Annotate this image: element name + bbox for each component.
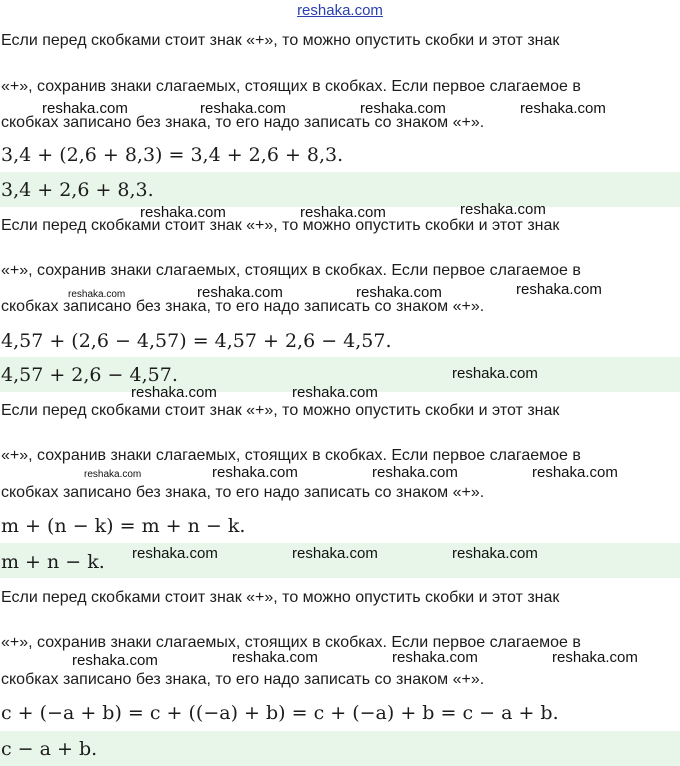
rule-line: скобках записано без знака, то его надо записать со знаком «+».: [1, 298, 485, 315]
rule-line: Если перед скобками стоит знак «+», то можно опустить скобки и этот знак: [1, 589, 560, 606]
rule-line: скобках записано без знака, то его надо записать со знаком «+».: [1, 671, 485, 688]
answer-expression: m + n − k.: [1, 551, 105, 573]
rule-line: «+», сохранив знаки слагаемых, стоящих в скобках. Если первое слагаемое в: [1, 78, 581, 95]
watermark: reshaka.com: [232, 649, 318, 666]
watermark: reshaka.com: [42, 100, 128, 117]
work-expression: 4,57 + (2,6 − 4,57) = 4,57 + 2,6 − 4,57.: [1, 330, 392, 352]
rule-line: Если перед скобками стоит знак «+», то можно опустить скобки и этот знак: [1, 32, 560, 49]
watermark: reshaka.com: [516, 281, 602, 298]
watermark: reshaka.com: [356, 284, 442, 301]
rule-line: «+», сохранив знаки слагаемых, стоящих в скобках. Если первое слагаемое в: [1, 262, 581, 279]
watermark: reshaka.com: [392, 649, 478, 666]
watermark: reshaka.com: [532, 464, 618, 481]
watermark: reshaka.com: [131, 384, 217, 401]
watermark: reshaka.com: [372, 464, 458, 481]
watermark: reshaka.com: [197, 284, 283, 301]
watermark: reshaka.com: [300, 204, 386, 221]
answer-band: [0, 731, 680, 766]
watermark: reshaka.com: [200, 100, 286, 117]
watermark: reshaka.com: [212, 464, 298, 481]
answer-expression: c − a + b.: [1, 738, 98, 760]
work-expression: c + (−a + b) = c + ((−a) + b) = c + (−a) + b = c − a + b.: [1, 702, 559, 724]
watermark: reshaka.com: [68, 289, 126, 300]
site-header-link[interactable]: reshaka.com: [297, 2, 383, 19]
watermark: reshaka.com: [452, 545, 538, 562]
watermark: reshaka.com: [460, 201, 546, 218]
work-expression: 3,4 + (2,6 + 8,3) = 3,4 + 2,6 + 8,3.: [1, 144, 344, 166]
rule-line: скобках записано без знака, то его надо записать со знаком «+».: [1, 114, 485, 131]
work-expression: m + (n − k) = m + n − k.: [1, 515, 246, 537]
watermark: reshaka.com: [520, 100, 606, 117]
rule-line: Если перед скобками стоит знак «+», то можно опустить скобки и этот знак: [1, 402, 560, 419]
watermark: reshaka.com: [452, 365, 538, 382]
watermark: reshaka.com: [132, 545, 218, 562]
watermark: reshaka.com: [140, 204, 226, 221]
watermark: reshaka.com: [84, 469, 142, 480]
answer-expression: 4,57 + 2,6 − 4,57.: [1, 364, 178, 386]
rule-line: «+», сохранив знаки слагаемых, стоящих в скобках. Если первое слагаемое в: [1, 634, 581, 651]
watermark: reshaka.com: [292, 384, 378, 401]
answer-expression: 3,4 + 2,6 + 8,3.: [1, 179, 154, 201]
rule-line: Если перед скобками стоит знак «+», то можно опустить скобки и этот знак: [1, 217, 560, 234]
watermark: reshaka.com: [552, 649, 638, 666]
watermark: reshaka.com: [292, 545, 378, 562]
watermark: reshaka.com: [360, 100, 446, 117]
rule-line: скобках записано без знака, то его надо записать со знаком «+».: [1, 484, 485, 501]
watermark: reshaka.com: [72, 652, 158, 669]
rule-line: «+», сохранив знаки слагаемых, стоящих в скобках. Если первое слагаемое в: [1, 447, 581, 464]
